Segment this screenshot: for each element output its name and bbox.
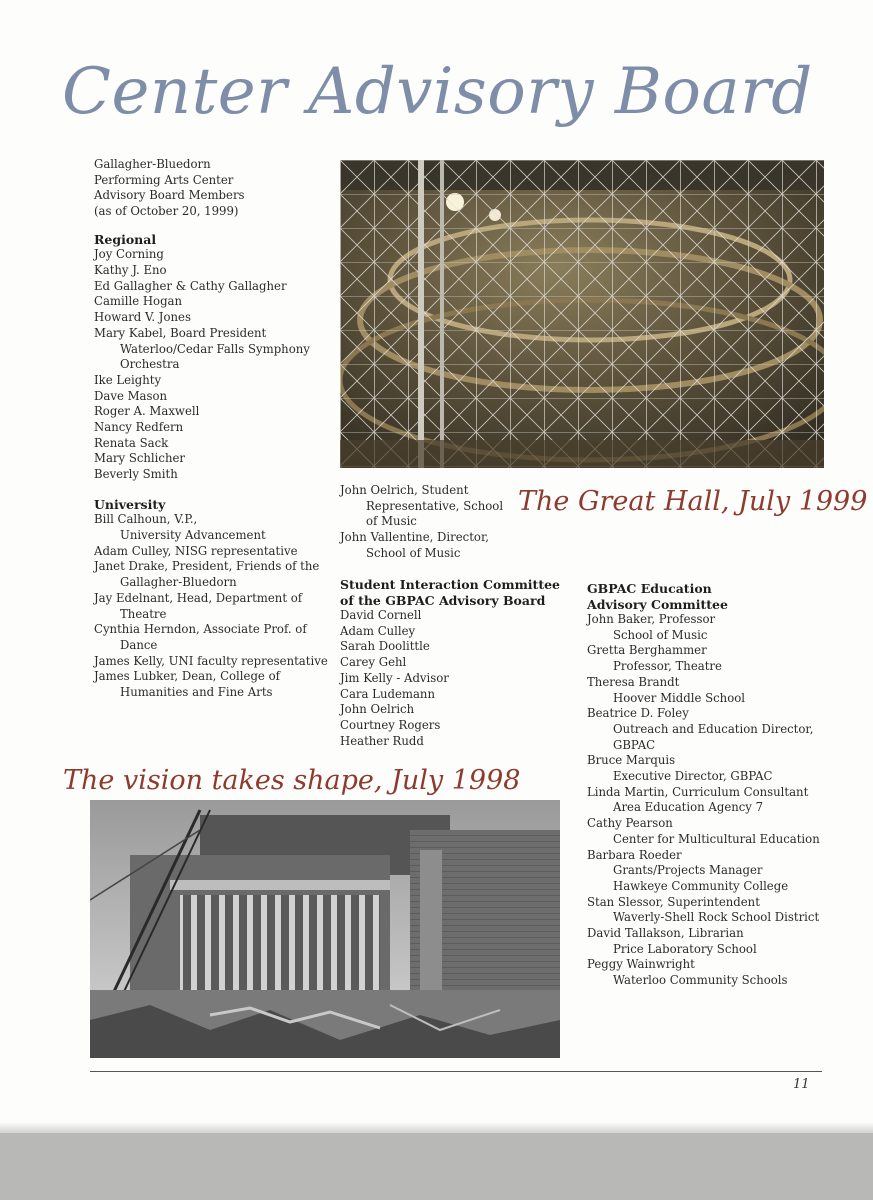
member: Adam Culley, NISG representative: [94, 543, 298, 558]
member: Carey Gehl: [340, 655, 407, 670]
member: James Kelly, UNI faculty representative: [94, 653, 328, 668]
member: Hawkeye Community College: [613, 878, 789, 893]
member: Janet Drake, President, Friends of the: [94, 559, 320, 574]
member: Heather Rudd: [340, 733, 424, 748]
member: Cathy Pearson: [587, 816, 673, 831]
member: Dance: [120, 637, 158, 652]
member: Kathy J. Eno: [94, 263, 167, 278]
university-heading: University: [94, 496, 166, 512]
member: Bill Calhoun, V.P.,: [94, 512, 198, 527]
member: Peggy Wainwright: [587, 957, 695, 972]
member: Mary Kabel, Board President: [94, 325, 267, 340]
page-title: Center Advisory Board: [62, 55, 813, 129]
member: Mary Schlicher: [94, 451, 185, 466]
page-number: 11: [793, 1077, 810, 1092]
member: David Cornell: [340, 608, 422, 622]
member: Executive Director, GBPAC: [613, 769, 773, 784]
great-hall-caption: The Great Hall, July 1999: [518, 486, 868, 517]
member: Ike Leighty: [94, 372, 162, 387]
member: Cynthia Herndon, Associate Prof. of: [94, 622, 307, 637]
member: Professor, Theatre: [613, 659, 722, 674]
student-committee-heading: Student Interaction Committee: [340, 577, 560, 592]
member: Courtney Rogers: [340, 717, 441, 732]
intro-line: (as of October 20, 1999): [94, 204, 239, 219]
member: John Oelrich, Student: [340, 483, 469, 497]
university-continued: [340, 483, 510, 562]
student-committee: [340, 577, 570, 749]
member: Renata Sack: [94, 435, 169, 450]
member: University Advancement: [120, 528, 266, 543]
member: Bruce Marquis: [587, 753, 676, 768]
member: Jay Edelnant, Head, Department of: [94, 590, 303, 605]
member: Theresa Brandt: [587, 674, 680, 689]
member: Stan Slessor, Superintendent: [587, 894, 760, 909]
member: Beatrice D. Foley: [587, 706, 689, 721]
intro-line: Advisory Board Members: [94, 188, 245, 203]
member: Cara Ludemann: [340, 686, 435, 701]
education-committee: [587, 581, 827, 989]
member: School of Music: [366, 545, 461, 560]
member: School of Music: [613, 627, 708, 642]
member: Linda Martin, Curriculum Consultant: [587, 784, 809, 799]
education-committee-heading: GBPAC Education: [587, 581, 712, 596]
member: Gretta Berghammer: [587, 643, 707, 658]
member: Beverly Smith: [94, 467, 178, 482]
member: Adam Culley: [340, 623, 416, 638]
member: John Baker, Professor: [587, 612, 716, 626]
scaffolding-image: [340, 160, 824, 468]
member: Orchestra: [120, 357, 180, 372]
member: John Vallentine, Director,: [340, 530, 489, 545]
member: Humanities and Fine Arts: [120, 685, 273, 700]
member: Grants/Projects Manager: [613, 863, 763, 878]
construction-photo: [90, 800, 560, 1058]
intro-line: Performing Arts Center: [94, 172, 234, 187]
great-hall-photo: [340, 160, 824, 468]
member: Dave Mason: [94, 388, 168, 403]
member: James Lubker, Dean, College of: [94, 669, 280, 684]
member: Jim Kelly - Advisor: [340, 670, 449, 685]
member: Hoover Middle School: [613, 690, 746, 705]
member: Ed Gallagher & Cathy Gallagher: [94, 278, 287, 293]
member: Roger A. Maxwell: [94, 404, 200, 419]
member: Waverly-Shell Rock School District: [613, 910, 820, 925]
member: Nancy Redfern: [94, 420, 184, 435]
member: Camille Hogan: [94, 294, 183, 309]
member: of Music: [366, 514, 417, 529]
regional-heading: Regional: [94, 231, 157, 247]
member: Gallagher-Bluedorn: [120, 575, 237, 590]
vision-caption: The vision takes shape, July 1998: [63, 765, 521, 796]
member: Joy Corning: [94, 247, 164, 262]
left-column: [94, 157, 328, 701]
member: Area Education Agency 7: [613, 800, 764, 815]
scan-edge: [0, 1133, 873, 1200]
member: Waterloo/Cedar Falls Symphony: [120, 341, 310, 356]
member: Representative, School: [366, 498, 504, 513]
construction-image: [90, 800, 560, 1058]
intro-line: Gallagher-Bluedorn: [94, 157, 211, 171]
member: Center for Multicultural Education: [613, 831, 820, 846]
member: Waterloo Community Schools: [613, 973, 788, 988]
student-committee-heading: of the GBPAC Advisory Board: [340, 592, 546, 608]
member: Howard V. Jones: [94, 310, 191, 325]
member: Sarah Doolittle: [340, 639, 430, 654]
member: Theatre: [120, 606, 167, 621]
member: Price Laboratory School: [613, 941, 757, 956]
member: GBPAC: [613, 737, 656, 752]
education-committee-heading: Advisory Committee: [587, 596, 728, 612]
member: John Oelrich: [340, 702, 415, 717]
member: Outreach and Education Director,: [613, 721, 814, 736]
member: Barbara Roeder: [587, 847, 682, 862]
footer-rule: [90, 1071, 822, 1072]
member: David Tallakson, Librarian: [587, 926, 744, 941]
